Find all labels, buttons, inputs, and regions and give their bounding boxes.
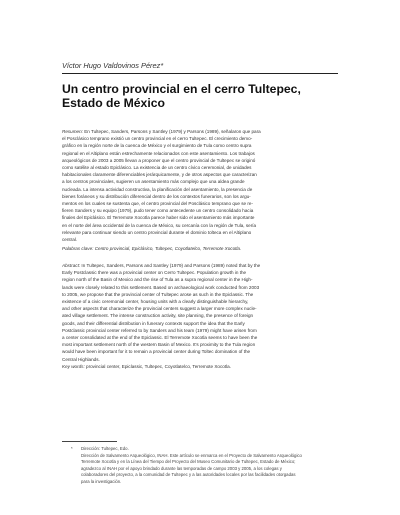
resumen-line <box>62 171 338 178</box>
resumen-line <box>62 164 338 171</box>
abstract-line <box>62 291 338 298</box>
resumen-line <box>62 207 338 214</box>
abstract-line-text: most important settlement north of the western Basin of Mexico. It's proximity to the Tula region <box>62 342 256 348</box>
resumen-line-text: en el norte del área occidental de la cuenca de México, su cercanía con la región de Tula, sería <box>62 222 257 228</box>
foot-line-text: para la investigación. <box>81 478 122 484</box>
resumen-line <box>62 128 338 135</box>
abstract-line-text: Early Postclassic there was a provincial center on Cerro Tultepec. Population growth in the <box>62 270 247 276</box>
abstract-line <box>62 334 338 341</box>
resumen-line-text: mentos en los cuales se sustenta que, el centro provincial del Posclásico temprano que se re- <box>62 201 253 207</box>
footnote-rule <box>62 441 117 442</box>
resumen-line <box>62 142 338 149</box>
resumen-line <box>62 193 338 200</box>
foot-line <box>81 459 341 466</box>
foot-line <box>81 466 341 473</box>
key-words-label: Key words: <box>62 364 85 369</box>
key-words-text: provincial center, Epiclassic, Tultepec, Coyotlatelco, Terremote Xocotla. <box>86 364 231 369</box>
abstract-line-text: existence of a civic ceremonial center, housing units with a clearly distinguishable hierarchy, <box>62 299 249 305</box>
abstract-line-text: Postclassic provincial center referred to by Sanders and his team (1979) might have arisen from <box>62 327 257 333</box>
resumen-line <box>62 135 338 142</box>
abstract-line <box>62 312 338 319</box>
resumen-line <box>62 178 338 185</box>
palabras-clave-text: Centro provincial, Epiclásico, Tultepec, Coyotlatelco, Terremote Xocotla. <box>94 246 242 251</box>
resumen-line <box>62 236 338 243</box>
abstract-line <box>62 348 338 355</box>
palabras-clave-label: Palabras clave: <box>62 246 94 251</box>
resumen-line-text: habitacionales claramente diferenciables jerárquicamente, y de otros aspectos que caracterizan <box>62 172 257 178</box>
abstract-line-text: lands were closely related to this settlement. Based on archaeological work conducted from 2003 <box>62 284 260 290</box>
resumen-line <box>62 222 338 229</box>
abstract-line <box>62 269 338 276</box>
abstract-line <box>62 262 338 269</box>
foot-line-text: colaboradores del proyecto, a la comunidad de Tultepec y a las autoridades locales por las facilidades otorgadas <box>81 472 296 478</box>
key-words <box>62 363 338 370</box>
resumen-line-text: como satélite al estado Epiclásico. La existencia de un centro cívico ceremonial, de unidades <box>62 165 252 171</box>
resumen-line-text: nucleada. La intensa actividad constructiva, la planificación del asentamiento, la presencia de <box>62 186 253 192</box>
abstract-line-text: would have been important for it to remain a provincial center during Toltec domination of the <box>62 349 251 355</box>
resumen-paragraph <box>62 128 338 243</box>
foot-line-text: agradezco al INAH por el apoyo brindado durante las temporadas de campo 2003 y 2005, a los colegas y <box>81 465 282 471</box>
palabras-clave <box>62 245 338 252</box>
resumen-line-text: regional en el Altiplano están estrechamente relacionados con este asentamiento. Los trabajos <box>62 150 255 156</box>
header-rule <box>62 73 338 74</box>
resumen-line-text: fieren Sanders y su equipo (1979), pudo tener como antecedente un centro consolidado hacia <box>62 208 254 214</box>
resumen-line-text: el Posclásico temprano existió un centro provincial en el cerro Tultepec. El crecimiento demo- <box>62 136 253 142</box>
abstract-line-text: ated village settlement. The intense construction activity, site planning, the presence of foreign <box>62 313 254 319</box>
resumen-line-text: a los centros provinciales, sugieren un asentamiento más complejo que una aldea grande <box>62 179 245 185</box>
abstract-label: Abstract: <box>62 263 81 268</box>
foot-line-text: Dirección de Salvamento Arqueológico, INAH. Este artículo se enmarca en el Proyecto de Salvamento Arqueológico <box>81 452 302 458</box>
resumen-line-text: central. <box>62 237 78 243</box>
abstract-line-text: and other aspects that characterize the provincial centers suggest a larger more complex nucle- <box>62 306 257 312</box>
foot-line <box>81 446 341 453</box>
abstract-paragraph <box>62 262 338 363</box>
resumen-line-text: gráfico en la región norte de la cuenca de México y el surgimiento de Tula como centro supra <box>62 143 252 149</box>
abstract-line <box>62 320 338 327</box>
foot-line <box>81 453 341 460</box>
resumen-line-text: arqueológicos de 2003 a 2005 llevan a proponer que el centro provincial de Tultepec se originó <box>62 157 256 163</box>
abstract-line-text: region north of the Basin of Mexico and the rise of Tula as a supra regional center in the High- <box>62 277 253 283</box>
resumen-line <box>62 186 338 193</box>
footnote-mark: * <box>71 446 73 451</box>
abstract-line <box>62 276 338 283</box>
footnote <box>71 446 341 486</box>
resumen-line <box>62 200 338 207</box>
abstract-line-text: goods, and their differential distribution in funerary contexts support the idea that the Early <box>62 320 245 326</box>
abstract-line <box>62 298 338 305</box>
abstract-line-text: a center consolidated at the end of the Epiclassic. El Terremote Xocotla seems to have been the <box>62 335 258 341</box>
abstract-line-text: In Tultepec, Sanders, Parsons and Santley (1979) and Parsons (1989) noted that by the <box>81 263 261 268</box>
foot-line <box>81 472 341 479</box>
title-line: Estado de México <box>62 95 165 110</box>
article-title <box>62 83 332 110</box>
abstract-line <box>62 356 338 363</box>
abstract-line <box>62 305 338 312</box>
abstract-line <box>62 327 338 334</box>
resumen-line-text: finales del Epiclásico. El Terremote Xocotla parece haber sido el asentamiento más importante <box>62 215 255 221</box>
resumen-line <box>62 214 338 221</box>
resumen-line <box>62 229 338 236</box>
resumen-line <box>62 150 338 157</box>
resumen-label: Resumen: <box>62 129 83 134</box>
resumen-line <box>62 157 338 164</box>
title-line: Un centro provincial en el cerro Tultepec, <box>62 82 301 96</box>
resumen-line-text: relevante para continuar siendo un centro provincial durante el dominio tolteca en el Altiplano <box>62 229 252 235</box>
foot-line-text: Dirección: Tultepec, Edo. <box>81 446 129 451</box>
foot-line <box>81 479 341 486</box>
resumen-line-text: bienes foráneos y su distribución diferencial dentro de los contextos funerarios, son los argu- <box>62 193 251 199</box>
abstract-line <box>62 284 338 291</box>
foot-line-text: Terremote Xocotla y en la Línea del Tiempo del Proyecto del Museo Comunitario de Tultepec, Estado de México; <box>81 459 296 465</box>
author-name: Víctor Hugo Valdovinos Pérez* <box>62 61 164 70</box>
abstract-line <box>62 341 338 348</box>
abstract-line-text: to 2005, we propose that the provincial center of Tultepec arose as such in the Epiclassic. The <box>62 291 254 297</box>
resumen-line-text: En Tultepec, Sanders, Parsons y Santley (1979) y Parsons (1989), señalaron que para <box>84 129 261 134</box>
abstract-line-text: Central Highlands. <box>62 356 100 362</box>
